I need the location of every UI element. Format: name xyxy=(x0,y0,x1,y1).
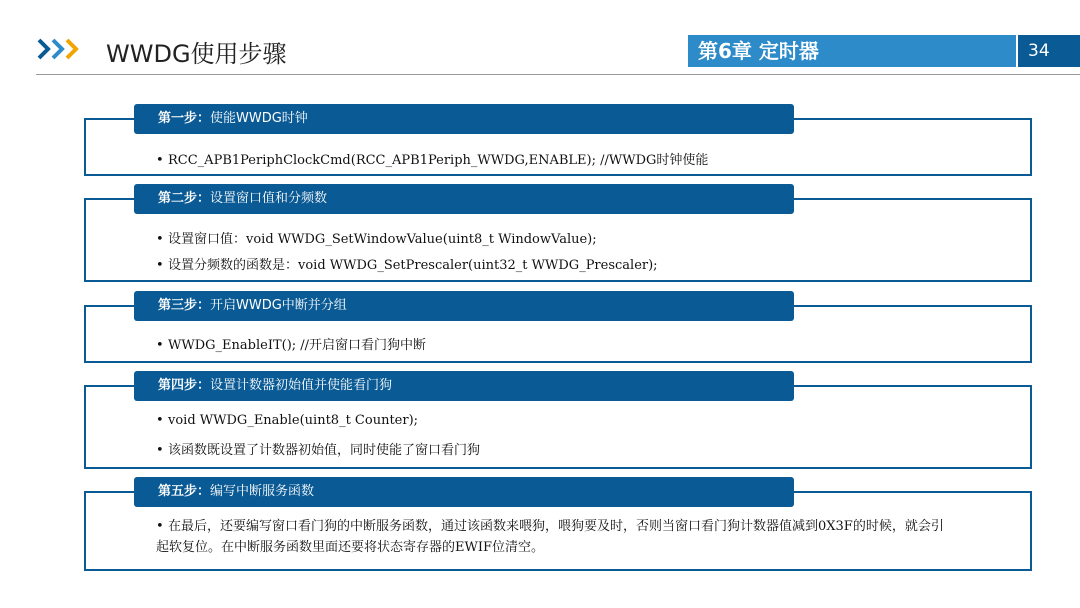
step-2-title: 设置窗口值和分频数 xyxy=(210,191,328,206)
step-4-label: 第四步： xyxy=(158,378,211,393)
step-3-bullet-1: • WWDG_EnableIT(); //开启窗口看门狗中断 xyxy=(156,338,427,353)
step-4-bullet-1: • void WWDG_Enable(uint8_t Counter); xyxy=(156,413,419,428)
step-2-label: 第二步： xyxy=(158,191,211,206)
step-4-title: 设置计数器初始值并使能看门狗 xyxy=(210,378,393,393)
step-3-title: 开启WWDG中断并分组 xyxy=(210,298,347,313)
step-1-header xyxy=(134,104,794,134)
step-2-bullet-1: • 设置窗口值：void WWDG_SetWindowValue(uint8_t WindowValue); xyxy=(156,232,597,247)
chapter-label: 第6章 定时器 xyxy=(688,35,1016,67)
step-2-bullet-2: • 设置分频数的函数是：void WWDG_SetPrescaler(uint32_t WWDG_Prescaler); xyxy=(156,258,658,273)
header-divider xyxy=(36,74,1080,75)
step-1-title: 使能WWDG时钟 xyxy=(210,111,308,126)
step-3-label: 第三步： xyxy=(158,298,211,313)
step-4-header xyxy=(134,371,794,401)
step-5-bullet-1: • 在最后，还要编写窗口看门狗的中断服务函数，通过该函数来喂狗，喂狗要及时，否则当窗口看门狗计数器值减到0X3F的时候，就会引起软复位。在中断服务函数里面还要将状态寄存器的EWIF位清空。 xyxy=(156,519,944,555)
step-3-header xyxy=(134,291,794,321)
step-5-label: 第五步： xyxy=(158,484,211,499)
step-2-header xyxy=(134,184,794,214)
step-1-bullet-1: • RCC_APB1PeriphClockCmd(RCC_APB1Periph_WWDG,ENABLE); //WWDG时钟使能 xyxy=(156,153,709,168)
page-number: 34 xyxy=(1016,35,1080,67)
step-5-header xyxy=(134,477,794,507)
chevrons-icon xyxy=(36,36,88,62)
step-5-title: 编写中断服务函数 xyxy=(210,484,315,499)
step-4-bullet-2: • 该函数既设置了计数器初始值，同时使能了窗口看门狗 xyxy=(156,443,481,458)
step-1-label: 第一步： xyxy=(158,111,211,126)
page-title: WWDG使用步骤 xyxy=(106,40,287,68)
